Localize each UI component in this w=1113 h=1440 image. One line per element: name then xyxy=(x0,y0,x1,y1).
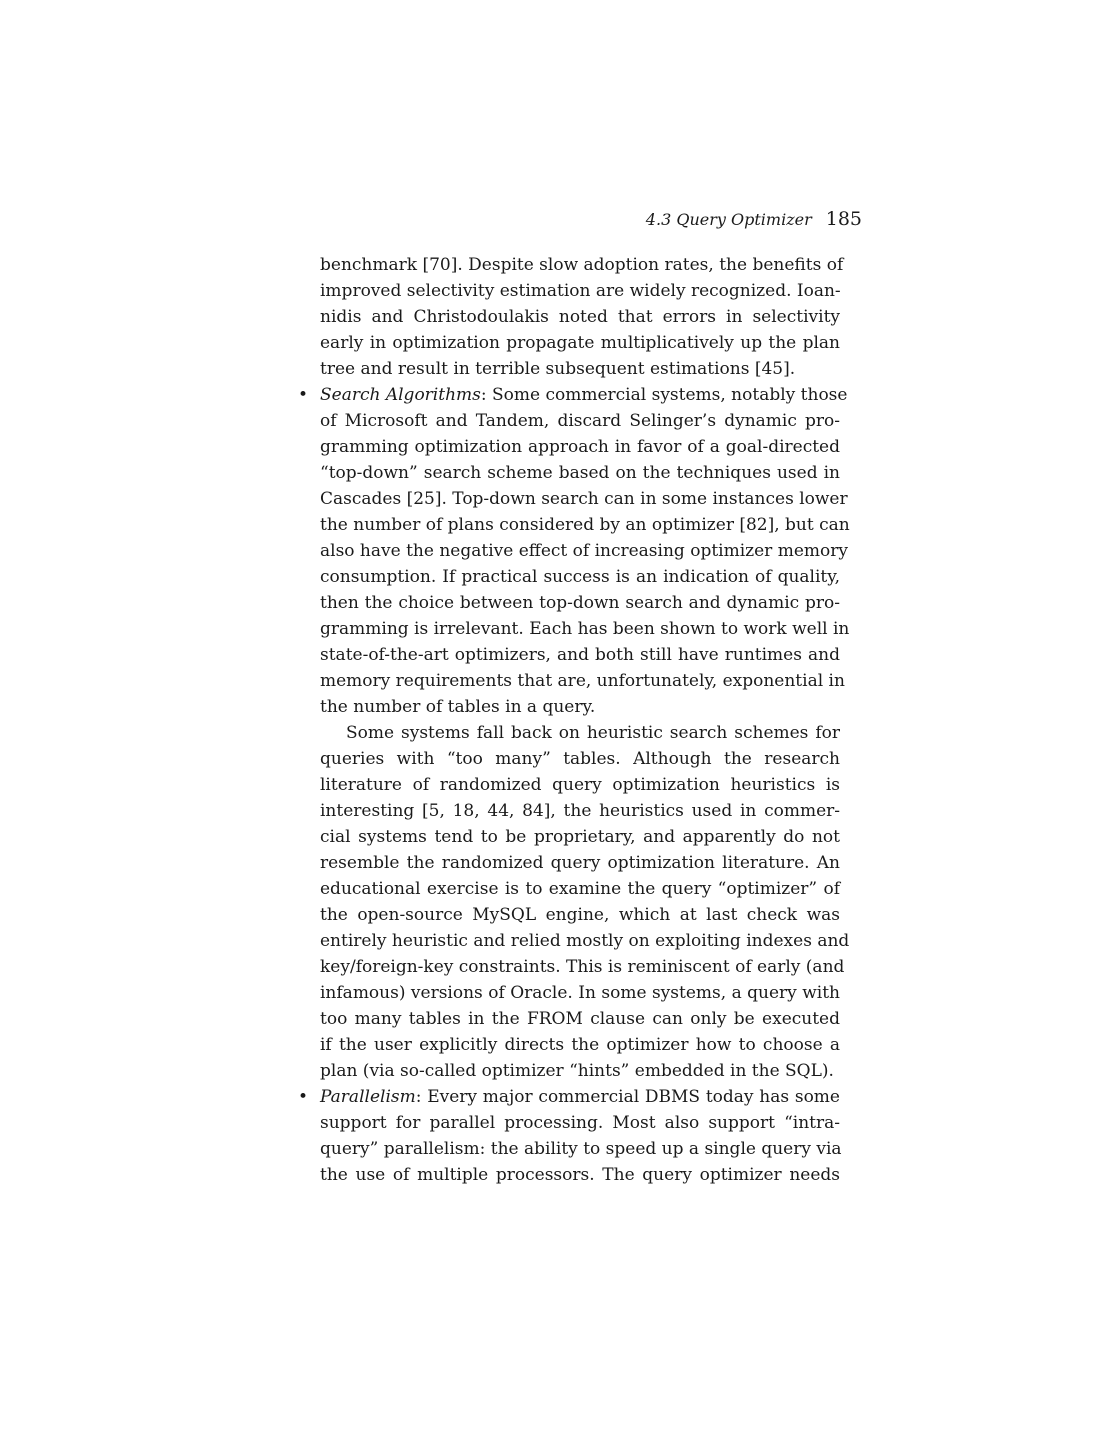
text-line: the open-source MySQL engine, which at last check was xyxy=(320,905,840,925)
text-line: queries with “too many” tables. Although the research xyxy=(320,749,840,769)
text-line: benchmark [70]. Despite slow adoption rates, the benefits of xyxy=(320,255,844,275)
text-line: early in optimization propagate multiplicatively up the plan xyxy=(320,333,840,353)
text-line: improved selectivity estimation are widely recognized. Ioan- xyxy=(320,281,841,301)
text-line: if the user explicitly directs the optimizer how to choose a xyxy=(320,1035,840,1055)
text-line: key/foreign-key constraints. This is reminiscent of early (and xyxy=(320,957,845,977)
text-line: consumption. If practical success is an indication of quality, xyxy=(320,567,840,587)
text-line: nidis and Christodoulakis noted that errors in selectivity xyxy=(320,307,840,327)
text-line: too many tables in the FROM clause can only be executed xyxy=(320,1009,840,1029)
text-line: also have the negative effect of increasing optimizer memory xyxy=(320,541,848,561)
text-line: gramming is irrelevant. Each has been shown to work well in xyxy=(320,619,850,639)
text-line: the use of multiple processors. The query optimizer needs xyxy=(320,1165,840,1185)
text-line: tree and result in terrible subsequent estimations [45]. xyxy=(320,359,796,379)
text-line: Cascades [25]. Top-down search can in some instances lower xyxy=(320,489,848,509)
text-line: resemble the randomized query optimization literature. An xyxy=(320,853,840,873)
page-number: 185 xyxy=(825,208,862,230)
list-item-parallelism xyxy=(298,1084,840,1110)
text-line: Some systems fall back on heuristic search schemes for xyxy=(346,723,840,743)
text-line: infamous) versions of Oracle. In some systems, a query with xyxy=(320,983,840,1003)
running-head xyxy=(320,207,862,232)
text-line: then the choice between top-down search and dynamic pro- xyxy=(320,593,840,613)
list-item-search-algorithms xyxy=(298,382,848,408)
text-line: “top-down” search scheme based on the techniques used in xyxy=(320,463,840,483)
text-line: the number of plans considered by an optimizer [82], but can xyxy=(320,515,850,535)
text-line: the number of tables in a query. xyxy=(320,697,596,717)
body-text xyxy=(298,252,850,1188)
text-fragment: : Every major commercial DBMS today has some xyxy=(415,1087,840,1107)
term-parallelism: Parallelism xyxy=(320,1087,416,1107)
bullet-icon: • xyxy=(298,385,309,405)
text-fragment: : Some commercial systems, notably those xyxy=(480,385,848,405)
bullet-icon: • xyxy=(298,1087,309,1107)
text-line: support for parallel processing. Most also support “intra- xyxy=(320,1113,840,1133)
text-line: state-of-the-art optimizers, and both still have runtimes and xyxy=(320,645,840,665)
text-line: cial systems tend to be proprietary, and apparently do not xyxy=(320,827,840,847)
section-title: 4.3 Query Optimizer xyxy=(645,210,812,229)
text-line: memory requirements that are, unfortunately, exponential in xyxy=(320,671,845,691)
text-line: of Microsoft and Tandem, discard Selinger’s dynamic pro- xyxy=(320,411,840,431)
text-line: plan (via so-called optimizer “hints” embedded in the SQL). xyxy=(320,1061,834,1081)
text-line: interesting [5, 18, 44, 84], the heuristics used in commer- xyxy=(320,801,840,821)
text-line: gramming optimization approach in favor of a goal-directed xyxy=(320,437,840,457)
text-line: entirely heuristic and relied mostly on exploiting indexes and xyxy=(320,931,850,951)
text-line: literature of randomized query optimization heuristics is xyxy=(320,775,840,795)
text-line: educational exercise is to examine the query “optimizer” of xyxy=(320,879,840,899)
term-search-algorithms: Search Algorithms xyxy=(320,385,481,405)
text-line: query” parallelism: the ability to speed up a single query via xyxy=(320,1139,842,1159)
